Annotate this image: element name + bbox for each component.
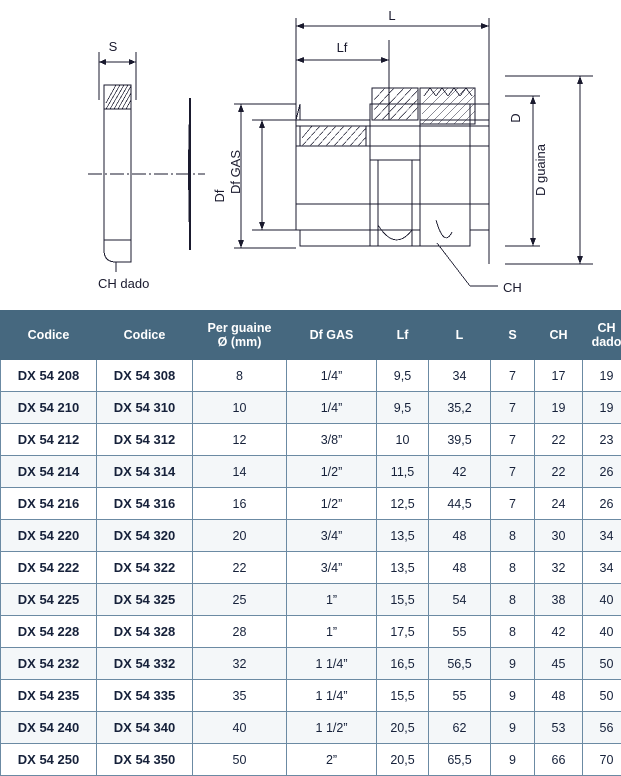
drawing-svg bbox=[0, 0, 621, 310]
cell-value: 26 bbox=[583, 456, 621, 488]
cell-value: 7 bbox=[491, 424, 535, 456]
cell-code: DX 54 250 bbox=[1, 744, 97, 776]
cell-value: 20 bbox=[193, 520, 287, 552]
cell-value: 11,5 bbox=[377, 456, 429, 488]
cell-value: 50 bbox=[193, 744, 287, 776]
cell-value: 8 bbox=[193, 360, 287, 392]
cell-code: DX 54 310 bbox=[97, 392, 193, 424]
cell-value: 9 bbox=[491, 744, 535, 776]
cell-value: 8 bbox=[491, 520, 535, 552]
cell-value: 9 bbox=[491, 680, 535, 712]
label-ch-dado: CH dado bbox=[98, 276, 149, 291]
cell-value: 9 bbox=[491, 648, 535, 680]
cell-value: 70 bbox=[583, 744, 621, 776]
header-line: Df GAS bbox=[287, 328, 376, 342]
cell-value: 19 bbox=[583, 360, 621, 392]
cell-value: 26 bbox=[583, 488, 621, 520]
header-line: CH bbox=[583, 321, 621, 335]
cell-code: DX 54 220 bbox=[1, 520, 97, 552]
cell-code: DX 54 320 bbox=[97, 520, 193, 552]
label-lf: Lf bbox=[337, 40, 348, 55]
cell-value: 22 bbox=[193, 552, 287, 584]
label-df: Df bbox=[212, 189, 227, 202]
table-row bbox=[1, 712, 621, 744]
cell-value: 14 bbox=[193, 456, 287, 488]
table-row bbox=[1, 360, 621, 392]
header-line: L bbox=[429, 328, 490, 342]
header-line: CH bbox=[535, 328, 582, 342]
label-s: S bbox=[109, 39, 118, 54]
cell-value: 48 bbox=[429, 520, 491, 552]
table-row bbox=[1, 616, 621, 648]
label-d-guaina: D guaina bbox=[533, 143, 548, 196]
table-row bbox=[1, 456, 621, 488]
cell-code: DX 54 210 bbox=[1, 392, 97, 424]
cell-value: 50 bbox=[583, 648, 621, 680]
column-header-l bbox=[429, 311, 491, 360]
cell-value: 23 bbox=[583, 424, 621, 456]
cell-value: 32 bbox=[535, 552, 583, 584]
header-line: Lf bbox=[377, 328, 428, 342]
header-line: Codice bbox=[97, 328, 192, 342]
cell-value: 54 bbox=[429, 584, 491, 616]
cell-code: DX 54 316 bbox=[97, 488, 193, 520]
cell-value: 24 bbox=[535, 488, 583, 520]
cell-value: 10 bbox=[193, 392, 287, 424]
cell-code: DX 54 225 bbox=[1, 584, 97, 616]
cell-value: 32 bbox=[193, 648, 287, 680]
label-df-gas: Df GAS bbox=[228, 150, 243, 194]
table-row bbox=[1, 424, 621, 456]
table-row bbox=[1, 680, 621, 712]
cell-code: DX 54 216 bbox=[1, 488, 97, 520]
cell-value: 19 bbox=[535, 392, 583, 424]
cell-value: 13,5 bbox=[377, 520, 429, 552]
cell-code: DX 54 222 bbox=[1, 552, 97, 584]
cell-value: 25 bbox=[193, 584, 287, 616]
cell-value: 1/2” bbox=[287, 456, 377, 488]
cell-value: 1 1/2” bbox=[287, 712, 377, 744]
column-header-df-gas bbox=[287, 311, 377, 360]
cell-value: 1” bbox=[287, 584, 377, 616]
cell-value: 12 bbox=[193, 424, 287, 456]
technical-drawing bbox=[0, 0, 621, 310]
cell-value: 19 bbox=[583, 392, 621, 424]
cell-value: 66 bbox=[535, 744, 583, 776]
cell-value: 22 bbox=[535, 424, 583, 456]
cell-value: 10 bbox=[377, 424, 429, 456]
header-line: S bbox=[491, 328, 534, 342]
cell-code: DX 54 208 bbox=[1, 360, 97, 392]
cell-value: 34 bbox=[583, 552, 621, 584]
cell-code: DX 54 240 bbox=[1, 712, 97, 744]
cell-value: 35,2 bbox=[429, 392, 491, 424]
cell-value: 17 bbox=[535, 360, 583, 392]
cell-value: 1” bbox=[287, 616, 377, 648]
cell-value: 16 bbox=[193, 488, 287, 520]
table-header-row bbox=[1, 311, 621, 360]
table-row bbox=[1, 552, 621, 584]
cell-value: 13,5 bbox=[377, 552, 429, 584]
cell-value: 65,5 bbox=[429, 744, 491, 776]
spec-table-container bbox=[0, 310, 621, 776]
cell-value: 30 bbox=[535, 520, 583, 552]
label-d: D bbox=[508, 113, 523, 122]
cell-value: 48 bbox=[429, 552, 491, 584]
header-line: dado bbox=[583, 335, 621, 349]
cell-value: 9,5 bbox=[377, 360, 429, 392]
cell-code: DX 54 340 bbox=[97, 712, 193, 744]
cell-value: 50 bbox=[583, 680, 621, 712]
cell-value: 35 bbox=[193, 680, 287, 712]
spec-table bbox=[0, 310, 621, 776]
cell-value: 20,5 bbox=[377, 744, 429, 776]
cell-value: 9,5 bbox=[377, 392, 429, 424]
cell-value: 15,5 bbox=[377, 584, 429, 616]
cell-code: DX 54 212 bbox=[1, 424, 97, 456]
cell-value: 8 bbox=[491, 616, 535, 648]
cell-value: 40 bbox=[583, 584, 621, 616]
cell-value: 62 bbox=[429, 712, 491, 744]
label-l: L bbox=[388, 8, 395, 23]
cell-code: DX 54 325 bbox=[97, 584, 193, 616]
cell-value: 1/4” bbox=[287, 392, 377, 424]
cell-value: 28 bbox=[193, 616, 287, 648]
cell-value: 7 bbox=[491, 488, 535, 520]
cell-code: DX 54 328 bbox=[97, 616, 193, 648]
cell-value: 2” bbox=[287, 744, 377, 776]
cell-value: 56 bbox=[583, 712, 621, 744]
cell-code: DX 54 332 bbox=[97, 648, 193, 680]
cell-value: 17,5 bbox=[377, 616, 429, 648]
cell-value: 8 bbox=[491, 584, 535, 616]
cell-value: 38 bbox=[535, 584, 583, 616]
cell-code: DX 54 314 bbox=[97, 456, 193, 488]
cell-code: DX 54 235 bbox=[1, 680, 97, 712]
table-row bbox=[1, 584, 621, 616]
table-body bbox=[1, 360, 621, 776]
column-header-codice-2 bbox=[97, 311, 193, 360]
cell-value: 1/4” bbox=[287, 360, 377, 392]
cell-value: 39,5 bbox=[429, 424, 491, 456]
table-row bbox=[1, 744, 621, 776]
cell-value: 53 bbox=[535, 712, 583, 744]
cell-value: 7 bbox=[491, 392, 535, 424]
cell-value: 7 bbox=[491, 360, 535, 392]
label-ch: CH bbox=[503, 280, 522, 295]
cell-value: 3/8” bbox=[287, 424, 377, 456]
cell-value: 3/4” bbox=[287, 552, 377, 584]
cell-value: 9 bbox=[491, 712, 535, 744]
header-line: Ø (mm) bbox=[193, 335, 286, 349]
column-header-per-guaine bbox=[193, 311, 287, 360]
table-row bbox=[1, 488, 621, 520]
cell-value: 12,5 bbox=[377, 488, 429, 520]
cell-value: 34 bbox=[429, 360, 491, 392]
cell-code: DX 54 335 bbox=[97, 680, 193, 712]
cell-value: 1 1/4” bbox=[287, 680, 377, 712]
cell-code: DX 54 312 bbox=[97, 424, 193, 456]
cell-value: 8 bbox=[491, 552, 535, 584]
cell-code: DX 54 232 bbox=[1, 648, 97, 680]
cell-code: DX 54 228 bbox=[1, 616, 97, 648]
cell-value: 40 bbox=[583, 616, 621, 648]
cell-value: 48 bbox=[535, 680, 583, 712]
table-row bbox=[1, 648, 621, 680]
header-line: Per guaine bbox=[193, 321, 286, 335]
cell-value: 55 bbox=[429, 680, 491, 712]
cell-value: 44,5 bbox=[429, 488, 491, 520]
cell-value: 7 bbox=[491, 456, 535, 488]
column-header-codice-1 bbox=[1, 311, 97, 360]
header-line: Codice bbox=[1, 328, 96, 342]
cell-value: 55 bbox=[429, 616, 491, 648]
table-row bbox=[1, 520, 621, 552]
cell-value: 56,5 bbox=[429, 648, 491, 680]
cell-value: 20,5 bbox=[377, 712, 429, 744]
cell-code: DX 54 322 bbox=[97, 552, 193, 584]
column-header-ch bbox=[535, 311, 583, 360]
cell-value: 34 bbox=[583, 520, 621, 552]
cell-code: DX 54 308 bbox=[97, 360, 193, 392]
cell-code: DX 54 214 bbox=[1, 456, 97, 488]
column-header-lf bbox=[377, 311, 429, 360]
cell-value: 15,5 bbox=[377, 680, 429, 712]
cell-value: 22 bbox=[535, 456, 583, 488]
cell-value: 40 bbox=[193, 712, 287, 744]
cell-value: 3/4” bbox=[287, 520, 377, 552]
cell-value: 45 bbox=[535, 648, 583, 680]
cell-value: 42 bbox=[429, 456, 491, 488]
cell-value: 1 1/4” bbox=[287, 648, 377, 680]
column-header-ch-dado bbox=[583, 311, 621, 360]
cell-value: 42 bbox=[535, 616, 583, 648]
table-row bbox=[1, 392, 621, 424]
column-header-s bbox=[491, 311, 535, 360]
cell-value: 16,5 bbox=[377, 648, 429, 680]
cell-code: DX 54 350 bbox=[97, 744, 193, 776]
cell-value: 1/2” bbox=[287, 488, 377, 520]
